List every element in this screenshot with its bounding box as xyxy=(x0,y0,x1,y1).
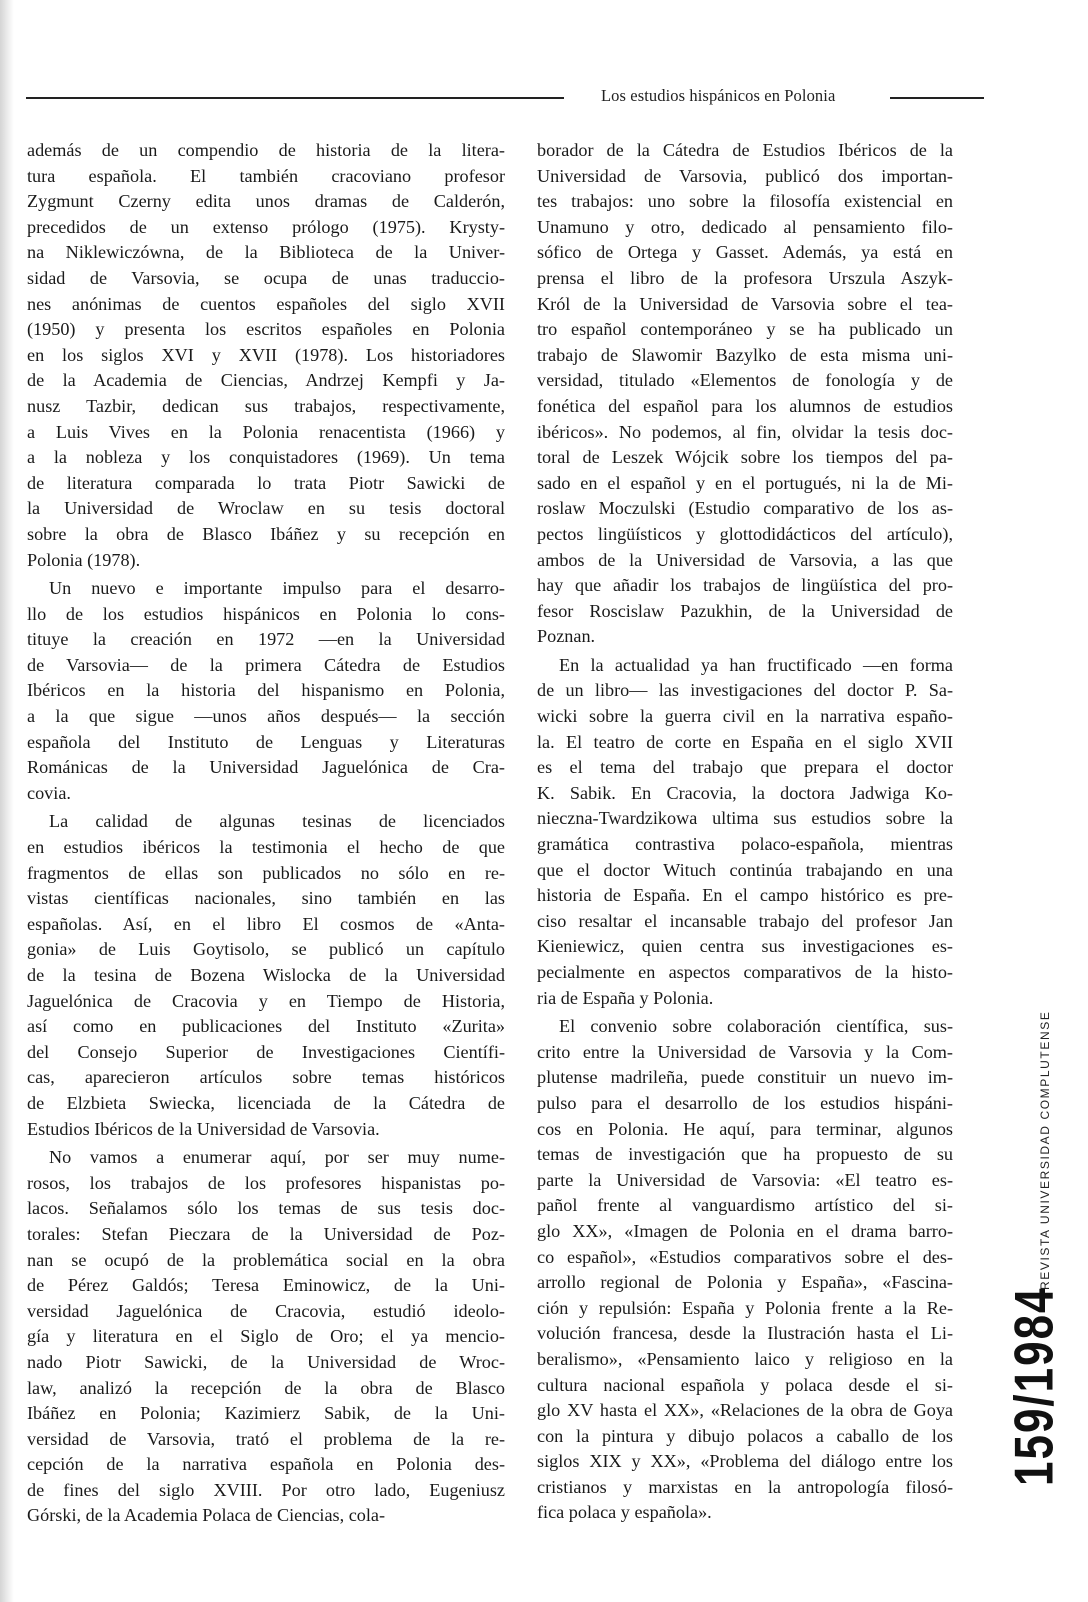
text-line: cristianos y marxistas en la antropología filosó- xyxy=(537,1476,953,1497)
text-line: Polonia (1978). xyxy=(27,549,141,570)
text-line: vistas científicas nacionales, sino también en las xyxy=(27,888,505,909)
text-line: rosos, los trabajos de los profesores hispanistas po- xyxy=(27,1172,505,1193)
text-line: de un libro— las investigaciones del doctor P. Sa- xyxy=(537,680,953,701)
scan-edge-shadow xyxy=(0,0,14,1602)
text-line: lacos. Señalamos sólo los temas de sus tesis doc- xyxy=(27,1198,505,1219)
text-line: sobre la obra de Blasco Ibáñez y su recepción en xyxy=(27,523,505,544)
text-line: que el doctor Wituch continúa trabajando en una xyxy=(537,859,953,880)
text-line: covia. xyxy=(27,782,71,803)
issue-number: 159/1984 xyxy=(1003,1286,1065,1486)
text-line: pulso para el desarrollo de los estudios hispáni- xyxy=(537,1092,953,1113)
paragraph-gap xyxy=(27,1529,505,1532)
text-line: tura española. El también cracoviano profesor xyxy=(27,165,505,186)
text-line: Unamuno y otro, dedicado al pensamiento filo- xyxy=(537,216,953,237)
text-line: españolas. Así, en el libro El cosmos de «Anta- xyxy=(27,913,505,934)
text-line: El convenio sobre colaboración científica, sus- xyxy=(559,1016,953,1037)
text-line: pecialmente en aspectos comparativos de la histo- xyxy=(537,962,953,982)
text-line: glo XX», «Imagen de Polonia en el drama barro- xyxy=(537,1220,953,1241)
text-line: fonética del español para los alumnos de estudios xyxy=(537,395,953,416)
text-line: Un nuevo e importante impulso para el desarro- xyxy=(49,578,505,599)
text-line: sófico de Ortega y Gasset. Además, ya está en xyxy=(537,242,953,263)
text-line: gía y literatura en el Siglo de Oro; el ya mencio- xyxy=(27,1326,505,1347)
text-line: fragmentos de ellas son publicados no sólo en re- xyxy=(27,862,505,883)
text-line: tituye la creación en 1972 —en la Universidad xyxy=(27,629,505,650)
text-line: Kieniewicz, quien centra sus investigaciones es- xyxy=(537,936,953,957)
text-line: así como en publicaciones del Instituto «Zurita» xyxy=(27,1016,505,1037)
text-line: precedidos de un extenso prólogo (1975). Krysty- xyxy=(27,216,505,237)
text-line: law, analizó la recepción de la obra de Blasco xyxy=(27,1377,505,1398)
text-line: Jaguelónica de Cracovia y en Tiempo de Historia, xyxy=(27,990,505,1011)
text-line: No vamos a enumerar aquí, por ser muy nume- xyxy=(49,1147,505,1168)
text-line: crito entre la Universidad de Varsovia y la Com- xyxy=(537,1041,953,1062)
text-line: ibéricos». No podemos, al fin, olvidar la tesis doc- xyxy=(537,421,953,442)
text-line: volución francesa, desde la Ilustración hasta el Li- xyxy=(537,1323,953,1344)
text-line: versidad de Varsovia, trató el problema de la re- xyxy=(27,1428,505,1449)
text-line: a la nobleza y los conquistadores (1969). Un tema xyxy=(27,447,505,468)
text-line: Estudios Ibéricos de la Universidad de Varsovia. xyxy=(27,1118,380,1139)
text-line: es el tema del trabajo que prepara el doctor xyxy=(537,757,953,778)
text-line: historia de España. En el campo histórico es pre- xyxy=(537,885,953,906)
paragraph xyxy=(537,1014,953,1526)
text-line: prensa el libro de la profesora Urszula Aszyk- xyxy=(537,267,953,288)
text-line: parte la Universidad de Varsovia: «El teatro es- xyxy=(537,1169,953,1190)
text-line: torales: Stefan Pieczara de la Universidad de Poz- xyxy=(27,1223,505,1244)
text-line: cos en Polonia. He aquí, para terminar, algunos xyxy=(537,1118,953,1139)
text-line: ciso resaltar el incansable trabajo del profesor Jan xyxy=(537,910,953,931)
text-line: gonia» de Luis Goytisolo, se publicó un capítulo xyxy=(27,939,505,960)
text-line: Románicas de la Universidad Jaguelónica de Cra- xyxy=(27,757,505,778)
text-line: nieczna-Twardzikowa ultima sus estudios sobre la xyxy=(537,808,953,829)
text-line: nes anónimas de cuentos españoles del siglo XVII xyxy=(27,293,505,314)
paragraph xyxy=(27,1145,505,1529)
text-line: hay que añadir los trabajos de lingüística del pro- xyxy=(537,575,953,596)
text-line: fesor Roscislaw Pazukhin, de la Universidad de xyxy=(537,600,953,621)
text-line: pectos lingüísticos y glottodidácticos del artículo), xyxy=(537,523,953,544)
text-line: glo XV hasta el XX», «Relaciones de la obra de Goya xyxy=(537,1400,953,1421)
text-line: siglos XIX y XX», «Problema del diálogo entre los xyxy=(537,1451,953,1472)
text-line: ción y repulsión: España y Polonia frente a la Re- xyxy=(537,1297,953,1318)
text-line: ria de España y Polonia. xyxy=(537,987,714,1008)
paragraph xyxy=(27,576,505,806)
paragraph-gap xyxy=(537,1526,953,1529)
text-line: de la tesina de Bozena Wislocka de la Universidad xyxy=(27,965,505,985)
paragraph xyxy=(537,653,953,1011)
text-line: Zygmunt Czerny edita unos dramas de Calderón, xyxy=(27,191,505,212)
text-line: beralismo», «Pensamiento laico y religioso en la xyxy=(537,1348,953,1369)
text-line: (1950) y presenta los escritos españoles en Polonia xyxy=(27,319,505,340)
text-line: cas, aparecieron artículos sobre temas históricos xyxy=(27,1067,505,1088)
text-line: tes trabajos: uno sobre la filosofía existencial en xyxy=(537,191,953,212)
text-line: pañol frente al vanguardismo artístico del si- xyxy=(537,1195,953,1216)
text-line: En la actualidad ya han fructificado —en forma xyxy=(559,654,953,675)
text-line: de Elzbieta Swiecka, licenciada de la Cátedra de xyxy=(27,1092,505,1113)
text-line: en estudios ibéricos la testimonia el hecho de que xyxy=(27,837,505,858)
text-line: Ibéricos en la historia del hispanismo en Polonia, xyxy=(27,680,505,701)
running-title: Los estudios hispánicos en Polonia xyxy=(601,86,836,105)
text-line: cepción de la narrativa española en Polonia des- xyxy=(27,1454,505,1475)
text-line: temas de investigación que ha propuesto de su xyxy=(537,1144,953,1165)
text-line: con la pintura y dibujo polacos a caballo de los xyxy=(537,1425,953,1446)
text-line: de la Academia de Ciencias, Andrzej Kempfi y Ja- xyxy=(27,370,505,391)
header-rule-left xyxy=(26,97,564,99)
text-line: versidad Jaguelónica de Cracovia, estudió ideolo- xyxy=(27,1300,505,1321)
text-line: Górski, de la Academia Polaca de Ciencias, cola- xyxy=(27,1505,386,1526)
text-line: además de un compendio de historia de la litera- xyxy=(27,140,505,160)
text-line: gramática contrastiva polaco-española, mientras xyxy=(537,834,953,855)
text-line: trabajo de Slawomir Bazylko de esta misma uni- xyxy=(537,344,953,365)
text-line: sidad de Varsovia, se ocupa de unas traduccio- xyxy=(27,267,505,288)
text-line: na Niklewiczówna, de la Biblioteca de la Univer- xyxy=(27,242,505,263)
right-column xyxy=(537,138,953,1529)
text-line: llo de los estudios hispánicos en Polonia lo cons- xyxy=(27,603,505,624)
text-line: cultura nacional española y polaca desde el si- xyxy=(537,1374,953,1395)
text-line: del Consejo Superior de Investigaciones Científi- xyxy=(27,1041,505,1062)
text-line: fica polaca y española». xyxy=(537,1502,712,1523)
text-line: sado en el español y en el portugués, ni la de Mi- xyxy=(537,472,953,493)
text-line: arrollo regional de Polonia y España», «Fascina- xyxy=(537,1272,953,1293)
text-line: nado Piotr Sawicki, de la Universidad de Wroc- xyxy=(27,1351,505,1372)
text-line: a la que sigue —unos años después— la sección xyxy=(27,706,505,727)
left-column xyxy=(27,138,505,1532)
text-line: de Pérez Galdós; Teresa Eminowicz, de la Uni- xyxy=(27,1275,505,1296)
text-line: versidad, titulado «Elementos de fonología y de xyxy=(537,370,953,391)
text-line: K. Sabik. En Cracovia, la doctora Jadwiga Ko- xyxy=(537,782,953,803)
text-line: borador de la Cátedra de Estudios Ibéricos de la xyxy=(537,140,953,160)
text-line: ambos de la Universidad de Varsovia, a las que xyxy=(537,549,953,570)
paragraph xyxy=(537,138,953,650)
text-line: de literatura comparada lo trata Piotr Sawicki de xyxy=(27,472,505,493)
text-line: tro español contemporáneo y se ha publicado un xyxy=(537,319,953,340)
text-line: nusz Tazbir, dedican sus trabajos, respectivamente, xyxy=(27,395,505,416)
journal-name: REVISTA UNIVERSIDAD COMPLUTENSE xyxy=(1038,1010,1052,1290)
paragraph xyxy=(27,809,505,1142)
text-line: Król de la Universidad de Varsovia sobre el tea- xyxy=(537,293,953,314)
text-line: plutense madrileña, puede constituir un nuevo im- xyxy=(537,1067,953,1088)
text-line: Poznan. xyxy=(537,626,596,647)
text-line: en los siglos XVI y XVII (1978). Los historiadores xyxy=(27,344,505,365)
text-line: toral de Leszek Wójcik sobre los tiempos del pa- xyxy=(537,447,953,468)
text-line: Universidad de Varsovia, publicó dos importan- xyxy=(537,165,953,186)
text-line: Ibáñez en Polonia; Kazimierz Sabik, de la Uni- xyxy=(27,1403,505,1424)
text-line: de fines del siglo XVIII. Por otro lado, Eugeniusz xyxy=(27,1479,505,1500)
text-line: wicki sobre la guerra civil en la narrativa españo- xyxy=(537,706,953,727)
text-line: co español», «Estudios comparativos sobre el des- xyxy=(537,1246,953,1267)
text-line: nan se ocupó de la problemática social en la obra xyxy=(27,1249,505,1270)
text-line: La calidad de algunas tesinas de licenciados xyxy=(49,811,505,832)
paragraph xyxy=(27,138,505,573)
text-line: a Luis Vives en la Polonia renacentista (1966) y xyxy=(27,421,505,442)
text-line: roslaw Moczulski (Estudio comparativo de los as- xyxy=(537,498,953,519)
running-header xyxy=(26,88,984,112)
header-rule-right xyxy=(890,97,984,99)
text-line: la Universidad de Wroclaw en su tesis doctoral xyxy=(27,498,505,519)
margin-imprint xyxy=(1003,1006,1065,1486)
text-line: la. El teatro de corte en España en el siglo XVII xyxy=(537,731,953,752)
text-line: española del Instituto de Lenguas y Literaturas xyxy=(27,731,505,752)
text-line: de Varsovia— de la primera Cátedra de Estudios xyxy=(27,654,505,675)
